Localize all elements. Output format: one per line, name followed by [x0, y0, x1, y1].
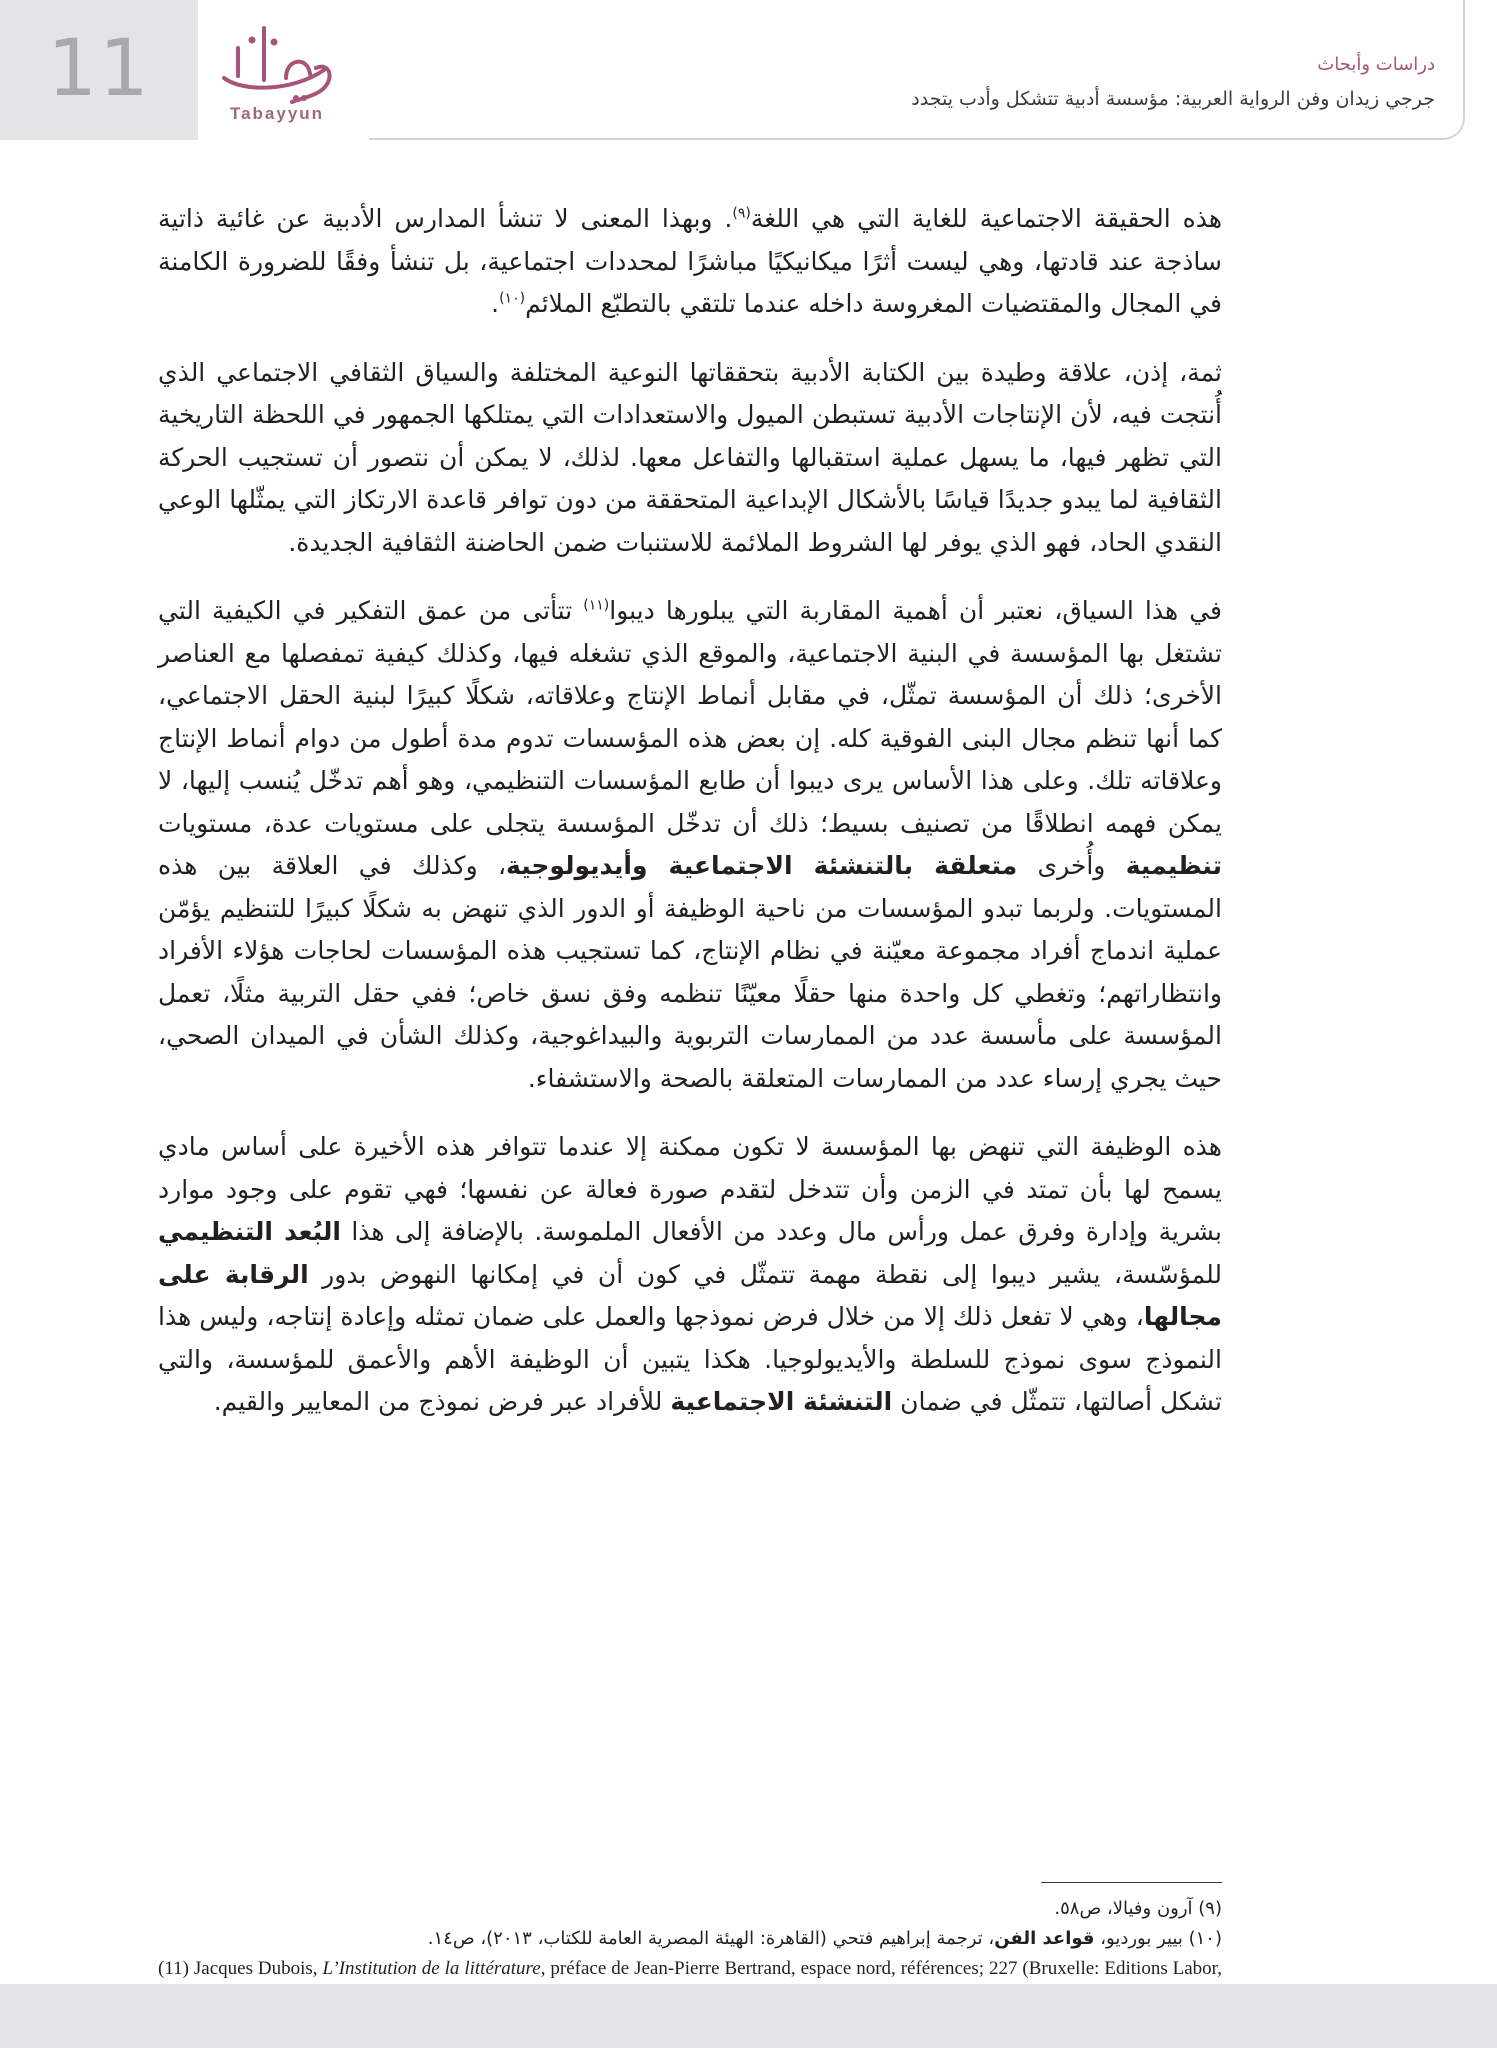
paragraph-1-text-a: هذه الحقيقة الاجتماعية للغاية التي هي اللغة — [750, 204, 1223, 233]
paragraph-4 — [158, 1126, 1222, 1424]
tabayyun-logo — [212, 18, 342, 128]
paragraph-3-text-c: وأُخرى — [1017, 851, 1126, 880]
footnote-10-text-a: (١٠) بيير بورديو، — [1094, 1928, 1222, 1949]
paragraph-3-text-a: في هذا السياق، نعتبر أن أهمية المقاربة التي يبلورها ديبوا — [609, 596, 1222, 625]
page-bottom-band — [0, 1984, 1497, 2048]
paragraph-1 — [158, 198, 1222, 326]
paragraph-3-text-d: ، وكذلك في العلاقة بين هذه المستويات. ولربما تبدو المؤسسات من ناحية الوظيفة أو الدور الذي تنهض به شكلًا كبيرًا للتنظيم يؤمّن عملية اندماج أفراد مجموعة معيّنة في نظام الإنتاج، كما تستجيب هذه المؤسسات لحاجات هؤلاء الأفراد وانتظاراتهم؛ وتغطي كل واحدة منها حقلًا معيّنًا تنظمه وفق نسق خاص؛ ففي حقل التربية مثلًا، تعمل المؤسسة على مأسسة عدد من الممارسات التربوية والبيداغوجية، وكذلك الشأن في الميدان الصحي، حيث يجري إرساء عدد من الممارسات المتعلقة بالصحة والاستشفاء. — [158, 851, 1222, 1093]
paragraph-4-text-b: للمؤسّسة، يشير ديبوا إلى نقطة مهمة تتمثّل في كون أن في إمكانها النهوض بدور — [308, 1259, 1222, 1289]
tabayyun-logo-icon — [212, 18, 342, 108]
paragraph-3 — [158, 590, 1222, 1100]
bold-term-organizational: تنظيمية — [1125, 851, 1222, 880]
footnote-10-book-title: قواعد الفن — [994, 1928, 1095, 1949]
paragraph-1-text-b: . وبهذا المعنى لا تنشأ المدارس الأدبية عن غائية ذاتية ساذجة عند قادتها، وهي ليست أثرًا ميكانيكيًا مباشرًا لمحددات اجتماعية، بل تنشأ وفقًا للضرورة الكامنة في المجال والمقتضيات المغروسة داخله عندما تلتقي بالتطبّع الملائم — [158, 204, 1222, 318]
paragraph-4-text-a: هذه الوظيفة التي تنهض بها المؤسسة لا تكون ممكنة إلا عندما تتوافر هذه الأخيرة على أساس مادي يسمح لها بأن تمتد في الزمن وأن تتدخل لتقدم صورة فعالة عن نفسها؛ فهي تقوم على وجود موارد بشرية وإدارة وفرق عمل ورأس مال وعدد من الأفعال الملموسة. بالإضافة إلى هذا — [158, 1132, 1222, 1246]
bold-term-organizational-dimension: البُعد التنظيمي — [158, 1217, 341, 1246]
paragraph-4-text-d: للأفراد عبر فرض نموذج من المعايير والقيم. — [213, 1387, 671, 1416]
paragraph-4-text-c: ، وهي لا تفعل ذلك إلا من خلال فرض نموذجها والعمل على ضمان تمثله وإعادة إنتاجه، وليس هذا النموذج سوى نموذج للسلطة والأيديولوجيا. هكذا يتبين أن الوظيفة الأهم والأعمق للمؤسسة، والتي تشكل أصالتها، تتمثّل في ضمان — [158, 1302, 1222, 1416]
paragraph-3-text-b: تتأتى من عمق التفكير في الكيفية التي تشتغل بها المؤسسة في البنية الاجتماعية، والموقع الذي تشغله فيها، وكذلك كيفية تمفصلها مع العناصر الأخرى؛ ذلك أن المؤسسة تمثّل، في مقابل أنماط الإنتاج وعلاقاته، شكلًا كبيرًا لبنية الحقل الاجتماعي، كما أنها تنظم مجال البنى الفوقية كله. إن بعض هذه المؤسسات تدوم مدة أطول من دوام أنماط الإنتاج وعلاقاته تلك. وعلى هذا الأساس يرى ديبوا أن طابع المؤسسات التنظيمي، وهو أهم تدخّل يُنسب إليها، لا يمكن فهمه انطلاقًا من تصنيف بسيط؛ ذلك أن تدخّل المؤسسة يتجلى على مستويات عدة، مستويات — [158, 596, 1222, 838]
section-label: دراسات وأبحاث — [1317, 54, 1435, 75]
footnote-10-text-b: ، ترجمة إبراهيم فتحي (القاهرة: الهيئة المصرية العامة للكتاب، ٢٠١٣)، ص١٤. — [427, 1928, 995, 1949]
header-title-block — [369, 0, 1465, 140]
footnote-ref-11: (١١) — [583, 597, 610, 614]
footnote-11-text-b: , préface de Jean-Pierre Bertrand, espace nord, références; 227 (Bruxelle: Editions Labor, — [540, 1958, 1223, 1979]
logo-wordmark: Tabayyun — [229, 104, 325, 123]
bold-term-control: الرقابة على مجالها — [158, 1259, 1222, 1331]
bold-term-socialization: متعلقة بالتنشئة الاجتماعية وأيديولوجية — [506, 851, 1018, 880]
paragraph-1-text-c: . — [491, 289, 500, 318]
article-body — [158, 198, 1222, 1450]
footnote-11-book-title: L’Institution de la littérature — [322, 1958, 541, 1979]
footnote-divider — [1041, 1882, 1222, 1883]
footnote-11-text-a: (11) Jacques Dubois, — [158, 1958, 323, 1979]
bold-term-social-upbringing: التنشئة الاجتماعية — [670, 1387, 893, 1416]
footnote-9: (٩) آرون وفيالا، ص٥٨. — [1054, 1898, 1222, 1919]
running-article-title: جرجي زيدان وفن الرواية العربية: مؤسسة أدبية تتشكل وأدب يتجدد — [911, 88, 1435, 110]
footnote-ref-10: (١٠) — [499, 290, 526, 307]
footnote-10 — [158, 1924, 1222, 1954]
paragraph-2: ثمة، إذن، علاقة وطيدة بين الكتابة الأدبية بتحققاتها النوعية المختلفة والسياق الثقافي الاجتماعي الذي أُنتجت فيه، لأن الإنتاجات الأدبية تستبطن الميول والاستعدادات التي يمتلكها الجمهور في اللحظة التاريخية التي تظهر فيها، ما يسهل عملية استقبالها والتفاعل معها. لذلك، لا يمكن أن نتصور أن تستجيب الحركة الثقافية لما يبدو جديدًا قياسًا بالأشكال الإبداعية المتحققة من دون توافر قاعدة الارتكاز التي يمثّلها الوعي النقدي الحاد، فهو الذي يوفر لها الشروط الملائمة للاستنبات ضمن الحاضنة الثقافية الجديدة. — [158, 357, 1222, 557]
header-page-number-block — [0, 0, 198, 140]
page-number: 11 — [47, 24, 151, 114]
footnote-ref-9: (٩) — [732, 205, 751, 222]
